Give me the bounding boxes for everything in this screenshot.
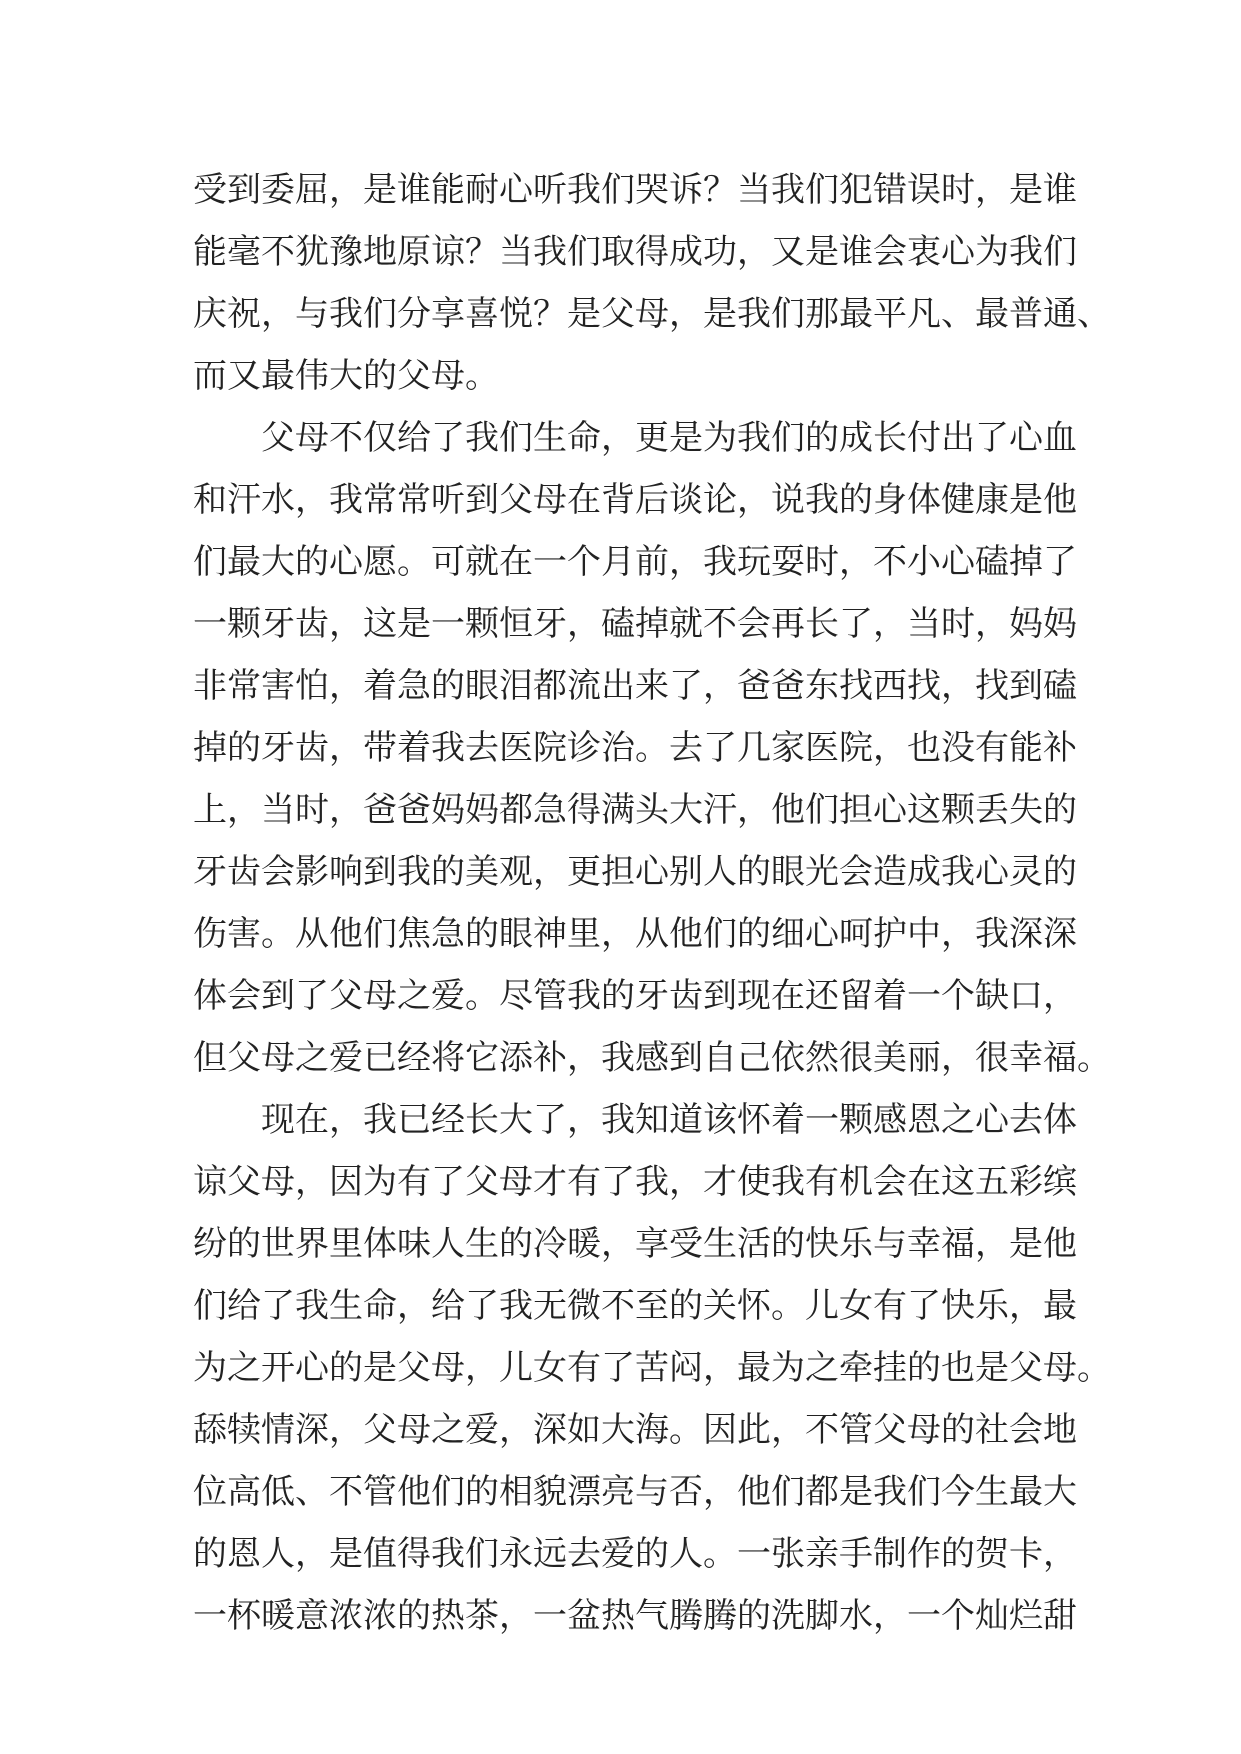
text-line: 谅父母，因为有了父母才有了我，才使我有机会在这五彩缤 [193, 1162, 1077, 1202]
text-line: 的恩人，是值得我们永远去爱的人。一张亲手制作的贺卡， [193, 1534, 1077, 1574]
text-line: 受到委屈，是谁能耐心听我们哭诉？当我们犯错误时，是谁 [193, 170, 1077, 210]
text-line: 们给了我生命，给了我无微不至的关怀。儿女有了快乐，最 [193, 1286, 1077, 1326]
text-line: 一颗牙齿，这是一颗恒牙，磕掉就不会再长了，当时，妈妈 [193, 604, 1077, 644]
text-line: 们最大的心愿。可就在一个月前，我玩耍时，不小心磕掉了 [193, 542, 1077, 582]
text-line: 为之开心的是父母，儿女有了苦闷，最为之牵挂的也是父母。 [193, 1348, 1111, 1388]
text-line: 但父母之爱已经将它添补，我感到自己依然很美丽，很幸福。 [193, 1038, 1111, 1078]
text-line: 上，当时，爸爸妈妈都急得满头大汗，他们担心这颗丢失的 [193, 790, 1077, 830]
text-line: 非常害怕，着急的眼泪都流出来了，爸爸东找西找，找到磕 [193, 666, 1077, 706]
text-line: 和汗水，我常常听到父母在背后谈论，说我的身体健康是他 [193, 480, 1077, 520]
text-line: 体会到了父母之爱。尽管我的牙齿到现在还留着一个缺口， [193, 976, 1077, 1016]
text-line: 一杯暖意浓浓的热茶，一盆热气腾腾的洗脚水，一个灿烂甜 [193, 1596, 1077, 1636]
text-line: 掉的牙齿，带着我去医院诊治。去了几家医院，也没有能补 [193, 728, 1077, 768]
text-line: 伤害。从他们焦急的眼神里，从他们的细心呵护中，我深深 [193, 914, 1077, 954]
text-line: 位高低、不管他们的相貌漂亮与否，他们都是我们今生最大 [193, 1472, 1077, 1512]
text-line: 牙齿会影响到我的美观，更担心别人的眼光会造成我心灵的 [193, 852, 1077, 892]
text-line: 庆祝，与我们分享喜悦？是父母，是我们那最平凡、最普通、 [193, 294, 1111, 334]
text-line: 能毫不犹豫地原谅？当我们取得成功，又是谁会衷心为我们 [193, 232, 1077, 272]
text-line: 纷的世界里体味人生的冷暖，享受生活的快乐与幸福，是他 [193, 1224, 1077, 1264]
text-line: 现在，我已经长大了，我知道该怀着一颗感恩之心去体 [261, 1100, 1077, 1140]
text-line: 而又最伟大的父母。 [193, 356, 499, 396]
text-line: 舔犊情深，父母之爱，深如大海。因此，不管父母的社会地 [193, 1410, 1077, 1450]
document-body [193, 159, 1111, 1647]
text-line: 父母不仅给了我们生命，更是为我们的成长付出了心血 [261, 418, 1077, 458]
